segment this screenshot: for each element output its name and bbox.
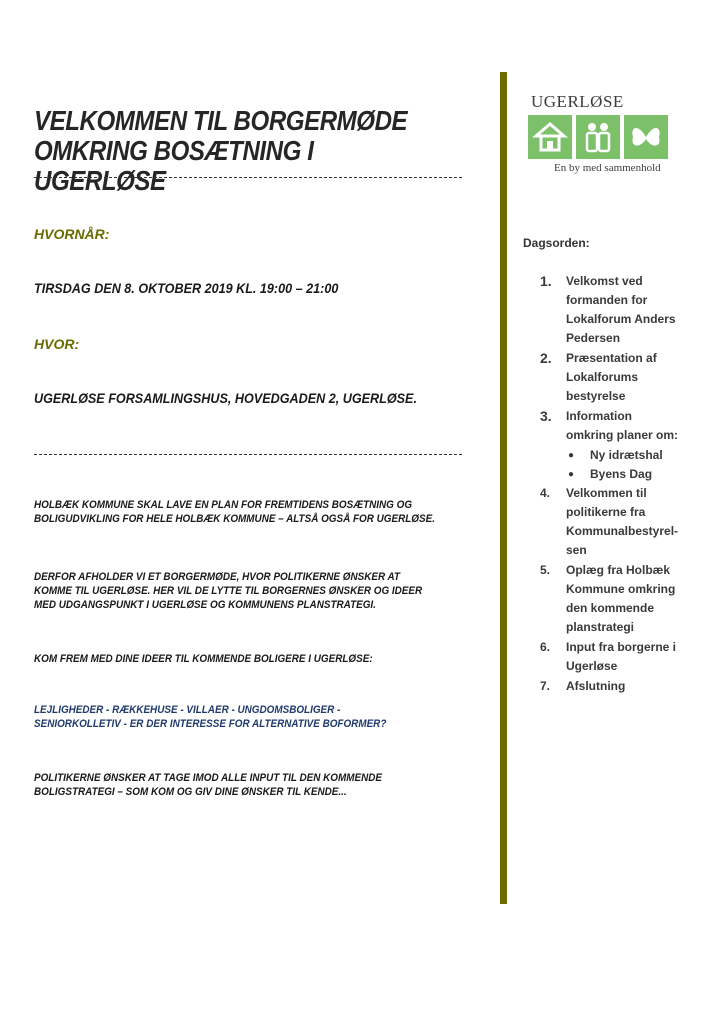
agenda-item bbox=[540, 407, 690, 445]
agenda-number: 6. bbox=[540, 640, 551, 654]
agenda-item bbox=[540, 349, 690, 406]
agenda-text: omkring planer om: bbox=[566, 428, 679, 442]
bullet-icon: ● bbox=[568, 450, 575, 461]
agenda-text: Velkomst ved bbox=[566, 274, 643, 288]
paragraph-line: SENIORKOLLETIV - ER DER INTERESSE FOR ALTERNATIVE BOFORMER? bbox=[34, 718, 387, 730]
title-line-1: VELKOMMEN TIL BORGERMØDE bbox=[34, 105, 408, 136]
agenda-text: Afslutning bbox=[566, 679, 626, 693]
agenda-text: Input fra borgerne i bbox=[566, 640, 677, 654]
divider-top bbox=[34, 177, 462, 178]
agenda-number: 4. bbox=[540, 486, 551, 500]
title-line-2: OMKRING BOSÆTNING I UGERLØSE bbox=[34, 135, 314, 196]
family-icon bbox=[576, 115, 620, 159]
paragraph-line: DERFOR AFHOLDER VI ET BORGERMØDE, HVOR POLITIKERNE ØNSKER AT bbox=[34, 571, 400, 583]
ugerlose-logo bbox=[528, 92, 678, 174]
agenda-subitem-text: Ny idrætshal bbox=[590, 448, 663, 462]
agenda-number: 3. bbox=[540, 408, 552, 424]
when-value: TIRSDAG DEN 8. OKTOBER 2019 KL. 19:00 – 21:00 bbox=[34, 280, 339, 296]
agenda-text: Velkommen til bbox=[566, 486, 647, 500]
paragraph-line: BOLIGUDVIKLING FOR HELE HOLBÆK KOMMUNE – ALTSÅ OGSÅ FOR UGERLØSE. bbox=[34, 513, 435, 525]
where-label: HVOR: bbox=[34, 336, 80, 352]
agenda-text: Ugerløse bbox=[566, 659, 618, 673]
logo-title: UGERLØSE bbox=[531, 92, 624, 111]
agenda-text: Information bbox=[566, 409, 632, 423]
paragraph-line: HOLBÆK KOMMUNE SKAL LAVE EN PLAN FOR FREMTIDENS BOSÆTNING OG bbox=[34, 499, 413, 511]
when-label: HVORNÅR: bbox=[34, 226, 110, 242]
agenda-text: Kommune omkring bbox=[566, 582, 676, 596]
agenda-subitem-text: Byens Dag bbox=[590, 467, 653, 481]
agenda-item bbox=[540, 484, 690, 560]
paragraph-housing-types bbox=[34, 703, 457, 731]
bullet-icon: ● bbox=[568, 469, 575, 480]
agenda-text: Præsentation af bbox=[566, 351, 657, 365]
agenda-subitem bbox=[540, 446, 690, 465]
paragraph-ideas: KOM FREM MED DINE IDEER TIL KOMMENDE BOLIGERE I UGERLØSE: bbox=[34, 653, 373, 665]
agenda-text: den kommende bbox=[566, 601, 655, 615]
agenda-text: sen bbox=[566, 543, 587, 557]
agenda-subitem bbox=[540, 465, 690, 484]
agenda-text: Pedersen bbox=[566, 331, 621, 345]
agenda-heading: Dagsorden: bbox=[523, 236, 590, 250]
paragraph-line: KOMME TIL UGERLØSE. HER VIL DE LYTTE TIL BORGERNES ØNSKER OG IDEER bbox=[34, 585, 423, 597]
house-icon bbox=[528, 115, 572, 159]
agenda-item bbox=[540, 561, 690, 637]
page-title bbox=[34, 106, 412, 196]
agenda-number: 2. bbox=[540, 350, 552, 366]
paragraph-line: MED UDGANGSPUNKT I UGERLØSE OG KOMMUNENS PLANSTRATEGI. bbox=[34, 599, 376, 611]
agenda-text: Oplæg fra Holbæk bbox=[566, 563, 671, 577]
agenda-text: bestyrelse bbox=[566, 389, 626, 403]
agenda-text: Lokalforum Anders bbox=[566, 312, 676, 326]
agenda-text: planstrategi bbox=[566, 620, 635, 634]
divider-middle bbox=[34, 454, 462, 455]
agenda-number: 7. bbox=[540, 679, 551, 693]
butterfly-icon bbox=[624, 115, 668, 159]
paragraph-meeting bbox=[34, 570, 457, 612]
agenda-text: Lokalforums bbox=[566, 370, 639, 384]
agenda-item bbox=[540, 272, 690, 348]
paragraph-plan bbox=[34, 498, 457, 526]
agenda-item bbox=[540, 677, 690, 696]
paragraph-line: BOLIGSTRATEGI – SOM KOM OG GIV DINE ØNSKER TIL KENDE... bbox=[34, 786, 347, 798]
agenda-list bbox=[540, 272, 690, 697]
sidebar-divider bbox=[500, 72, 507, 904]
logo-tagline: En by med sammenhold bbox=[554, 162, 661, 174]
paragraph-input bbox=[34, 771, 457, 799]
agenda-text: politikerne fra bbox=[566, 505, 646, 519]
paragraph-line: POLITIKERNE ØNSKER AT TAGE IMOD ALLE INPUT TIL DEN KOMMENDE bbox=[34, 772, 382, 784]
agenda-text: Kommunalbestyrel- bbox=[566, 524, 679, 538]
agenda-item bbox=[540, 638, 690, 676]
agenda-text: formanden for bbox=[566, 293, 648, 307]
paragraph-line: LEJLIGHEDER - RÆKKEHUSE - VILLAER - UNGDOMSBOLIGER - bbox=[34, 704, 341, 716]
where-value: UGERLØSE FORSAMLINGSHUS, HOVEDGADEN 2, UGERLØSE. bbox=[34, 390, 417, 406]
agenda-number: 5. bbox=[540, 563, 551, 577]
agenda-number: 1. bbox=[540, 273, 552, 289]
